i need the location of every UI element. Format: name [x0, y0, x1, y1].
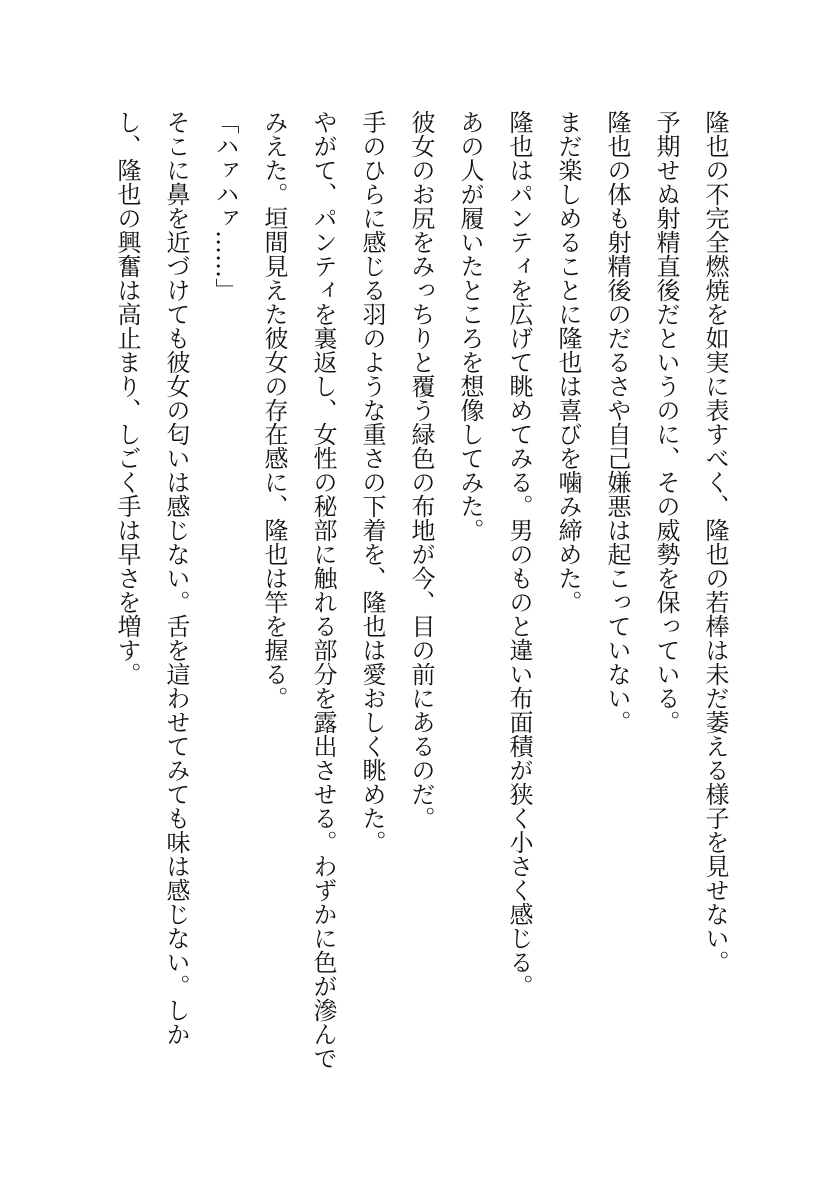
paragraph-7: 彼女のお尻をみっちりと覆う緑色の布地が今、目の前にあるのだ。 — [407, 110, 435, 830]
paragraph-10: 「ハァハァ……」 — [211, 110, 239, 302]
paragraph-6: あの人が履いたところを想像してみた。 — [456, 110, 484, 542]
vertical-text-body — [102, 110, 739, 1070]
paragraph-1: 隆也の不完全燃焼を如実に表すべく、隆也の若棒は未だ萎える様子を見せない。 — [701, 110, 729, 974]
paragraph-2: 予期せぬ射精直後だというのに、その威勢を保っている。 — [652, 110, 680, 734]
paragraph-3: 隆也の体も射精後のだるさや自己嫌悪は起こっていない。 — [603, 110, 631, 734]
paragraph-9: やがて、パンティを裏返し、女性の秘部に触れる部分を露出させる。わずかに色が滲んでみえた。垣間見えた彼女の存在感に、隆也は竿を握る。 — [260, 110, 337, 1070]
paragraph-4: まだ楽しめることに隆也は喜びを噛み締めた。 — [554, 110, 582, 614]
paragraph-8: 手のひらに感じる羽のような重さの下着を、隆也は愛おしく眺めた。 — [358, 110, 386, 854]
paragraph-11: そこに鼻を近づけても彼女の匂いは感じない。舌を這わせてみても味は感じない。しかし、隆也の興奮は高止まり、しごく手は早さを増す。 — [113, 110, 190, 1046]
paragraph-5: 隆也はパンティを広げて眺めてみる。男のものと違い布面積が狭く小さく感じる。 — [505, 110, 533, 998]
